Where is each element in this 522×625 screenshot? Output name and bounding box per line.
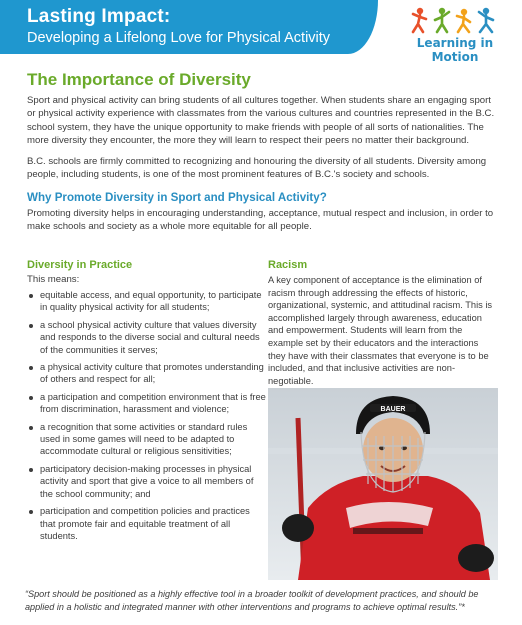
diversity-in-practice-heading: Diversity in Practice [27, 259, 133, 271]
list-item: a physical activity culture that promotes understanding of others and respect for all; [27, 361, 267, 386]
footer-quote: “Sport should be positioned as a highly effective tool in a broader toolkit of development practices, and should be applied in a holistic and integrated manner with other interventions and programs to achieve optimal results.”* [25, 589, 479, 612]
hockey-player-image [268, 388, 498, 580]
helmet-logo: BAUER [380, 406, 406, 413]
intro-paragraph-2: B.C. schools are firmly committed to recognizing and honouring the diversity of all students. Diversity among people, including students, is one of the most prominent features of B.C.'s society and schools. [27, 156, 487, 181]
list-item: a participation and competition environment that is free from discrimination, harassment and violence; [27, 391, 267, 416]
learning-in-motion-logo [400, 6, 510, 64]
why-promote-paragraph: Promoting diversity helps in encouraging understanding, acceptance, mutual respect and inclusion, in order to make schools and society as a whole more equitable for all people. [27, 208, 494, 233]
bullet-icon [29, 510, 33, 514]
hockey-player-photo [268, 388, 498, 580]
diversity-intro: This means: [27, 274, 80, 285]
bullet-icon [29, 294, 33, 298]
list-item: a recognition that some activities or standard rules used in some games will need to be adapted to accommodate cultural or religious sensitivities; [27, 421, 267, 458]
racism-column [268, 259, 498, 387]
bullet-icon [29, 366, 33, 370]
bullet-icon [29, 324, 33, 328]
bullet-icon [29, 426, 33, 430]
header-banner [0, 0, 378, 54]
bullet-icon [29, 396, 33, 400]
diversity-in-practice-column [27, 259, 267, 547]
bullet-icon [29, 468, 33, 472]
logo-figures-icon [408, 6, 502, 36]
why-promote-heading: Why Promote Diversity in Sport and Physical Activity? [27, 191, 327, 204]
section-heading-diversity: The Importance of Diversity [27, 70, 251, 89]
list-item: equitable access, and equal opportunity, to participate in quality physical activity for all students; [27, 289, 267, 314]
logo-text: Learning in Motion [416, 36, 494, 64]
racism-paragraph: A key component of acceptance is the elimination of racism through addressing the effects of historic, organizational, systemic, and attitudinal racism. This is accomplished largely through awareness, education and empowerment. Students will learn from the example set by their educators and the interactions they have with their classmates that everyone is to be included, and that inclusive activities are non-negotiable. [268, 275, 493, 386]
list-item: participatory decision-making processes in physical activity and sport that give a voice to all members of the school community; and [27, 463, 267, 500]
list-item: a school physical activity culture that values diversity and responds to the diverse social and cultural needs of the communities it serves; [27, 319, 267, 356]
diversity-list [27, 289, 267, 542]
document-subtitle: Developing a Lifelong Love for Physical Activity [27, 30, 331, 46]
racism-heading: Racism [268, 259, 308, 271]
intro-paragraph-1: Sport and physical activity can bring students of all cultures together. When students share an engaging sport or physical activity experience with classmates from the various cultures and countries represented in the B.C. school system, they have the unique opportunity to make friends with people of all sorts of nationalities. The more diversity they encounter, the more they will learn to respect their peers no matter their background. [27, 95, 495, 146]
list-item: participation and competition policies and practices that promote fair and equitable treatment of all students. [27, 505, 267, 542]
document-title: Lasting Impact: [27, 6, 171, 27]
